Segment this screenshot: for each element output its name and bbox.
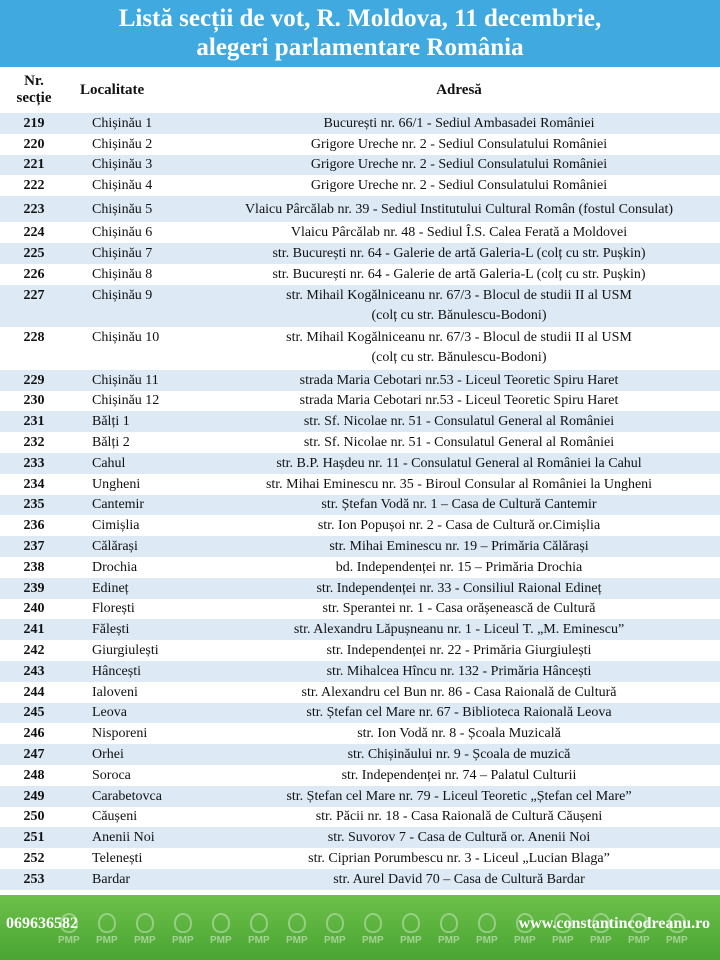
station-address: București nr. 66/1 - Sediul Ambasadei României	[198, 113, 720, 134]
station-number: 239	[0, 578, 68, 599]
station-address: Vlaicu Pârcălab nr. 39 - Sediul Institutului Cultural Român (fostul Consulat)	[198, 196, 720, 222]
table-row	[0, 222, 720, 243]
table-row	[0, 599, 720, 620]
station-locality: Chișinău 1	[68, 113, 198, 134]
station-address-line2: (colț cu str. Bănulescu-Bodoni)	[371, 307, 547, 323]
station-address: str. Alexandru cel Bun nr. 86 - Casa Raională de Cultură	[198, 682, 720, 703]
pmp-logo-text: PMP	[514, 935, 536, 946]
table-header-row	[0, 67, 720, 113]
station-address-line1: str. Mihail Kogălniceanu nr. 67/3 - Blocul de studii II al USM	[286, 330, 632, 346]
pmp-logo-text: PMP	[438, 935, 460, 946]
station-number: 225	[0, 243, 68, 264]
table-row	[0, 453, 720, 474]
station-number: 228	[0, 327, 68, 370]
station-locality: Bălți 1	[68, 411, 198, 432]
pmp-logo-text: PMP	[134, 935, 156, 946]
pmp-apple-icon	[174, 913, 192, 933]
pmp-apple-icon	[212, 913, 230, 933]
table-row	[0, 495, 720, 516]
pmp-apple-icon	[326, 913, 344, 933]
pmp-logo-text: PMP	[476, 935, 498, 946]
station-locality: Chișinău 11	[68, 370, 198, 391]
station-locality: Fălești	[68, 619, 198, 640]
table-row	[0, 175, 720, 196]
station-number: 227	[0, 285, 68, 328]
station-address: bd. Independenței nr. 15 – Primăria Drochia	[198, 557, 720, 578]
station-locality: Bălți 2	[68, 432, 198, 453]
station-number: 242	[0, 640, 68, 661]
station-address: str. Independenței nr. 74 – Palatul Culturii	[198, 765, 720, 786]
footer-phone: 069636582	[6, 915, 78, 932]
station-locality: Telenești	[68, 848, 198, 869]
station-address: str. Ion Vodă nr. 8 - Școala Muzicală	[198, 723, 720, 744]
pmp-logo-text: PMP	[324, 935, 346, 946]
pmp-apple-icon	[250, 913, 268, 933]
table-row	[0, 869, 720, 890]
station-locality: Hâncești	[68, 661, 198, 682]
table-row	[0, 113, 720, 134]
station-locality: Chișinău 6	[68, 222, 198, 243]
station-address: str. Sf. Nicolae nr. 51 - Consulatul General al României	[198, 432, 720, 453]
station-number: 244	[0, 682, 68, 703]
table-row	[0, 640, 720, 661]
table-row	[0, 661, 720, 682]
station-address: Grigore Ureche nr. 2 - Sediul Consulatului României	[198, 155, 720, 176]
station-number: 230	[0, 391, 68, 412]
column-header-nr-line2: secție	[16, 90, 52, 106]
station-number: 231	[0, 411, 68, 432]
station-address: str. Mihalcea Hîncu nr. 132 - Primăria Hâncești	[198, 661, 720, 682]
pmp-apple-icon	[478, 913, 496, 933]
table-row	[0, 432, 720, 453]
station-locality: Chișinău 3	[68, 155, 198, 176]
station-number: 252	[0, 848, 68, 869]
table-row	[0, 848, 720, 869]
station-locality: Chișinău 8	[68, 264, 198, 285]
pmp-logo-text: PMP	[172, 935, 194, 946]
pmp-logo-text: PMP	[400, 935, 422, 946]
station-number: 224	[0, 222, 68, 243]
station-address: str. Ștefan cel Mare nr. 79 - Liceul Teoretic „Ștefan cel Mare”	[198, 786, 720, 807]
station-number: 233	[0, 453, 68, 474]
pmp-apple-icon	[440, 913, 458, 933]
station-number: 238	[0, 557, 68, 578]
station-locality: Chișinău 4	[68, 175, 198, 196]
station-locality: Giurgiulești	[68, 640, 198, 661]
station-address: str. B.P. Hașdeu nr. 11 - Consulatul General al României la Cahul	[198, 453, 720, 474]
table-row	[0, 578, 720, 599]
station-address: str. Chișinăului nr. 9 - Școala de muzică	[198, 744, 720, 765]
table-row	[0, 391, 720, 412]
station-address: strada Maria Cebotari nr.53 - Liceul Teoretic Spiru Haret	[198, 391, 720, 412]
station-locality: Anenii Noi	[68, 827, 198, 848]
station-number: 234	[0, 474, 68, 495]
pmp-apple-icon	[136, 913, 154, 933]
station-number: 219	[0, 113, 68, 134]
table-row	[0, 411, 720, 432]
station-number: 221	[0, 155, 68, 176]
pmp-apple-icon	[364, 913, 382, 933]
table-row	[0, 515, 720, 536]
table-row	[0, 765, 720, 786]
footer-bar	[0, 895, 720, 960]
column-header-localitate: Localitate	[68, 67, 198, 113]
table-row	[0, 827, 720, 848]
station-address: str. București nr. 64 - Galerie de artă Galeria-L (colț cu str. Pușkin)	[198, 243, 720, 264]
station-number: 251	[0, 827, 68, 848]
station-locality: Soroca	[68, 765, 198, 786]
footer-website-link[interactable]: www.constantincodreanu.ro	[518, 915, 710, 932]
station-number: 226	[0, 264, 68, 285]
pmp-logo-text: PMP	[96, 935, 118, 946]
station-locality: Leova	[68, 703, 198, 724]
station-locality: Orhei	[68, 744, 198, 765]
station-address: str. București nr. 64 - Galerie de artă Galeria-L (colț cu str. Pușkin)	[198, 264, 720, 285]
pmp-logo-text: PMP	[590, 935, 612, 946]
station-address: str. Independenței nr. 33 - Consiliul Raional Edineț	[198, 578, 720, 599]
station-address: str. Ion Popușoi nr. 2 - Casa de Cultură or.Cimișlia	[198, 515, 720, 536]
station-locality: Nisporeni	[68, 723, 198, 744]
table-row	[0, 682, 720, 703]
page-title	[0, 0, 720, 67]
table-row	[0, 744, 720, 765]
station-address: str. Independenței nr. 22 - Primăria Giurgiulești	[198, 640, 720, 661]
station-number: 246	[0, 723, 68, 744]
column-header-adresa: Adresă	[198, 67, 720, 113]
station-locality: Chișinău 2	[68, 134, 198, 155]
station-number: 248	[0, 765, 68, 786]
station-locality: Carabetovca	[68, 786, 198, 807]
station-number: 229	[0, 370, 68, 391]
station-address: str. Aurel David 70 – Casa de Cultură Bardar	[198, 869, 720, 890]
table-row	[0, 264, 720, 285]
pmp-apple-icon	[402, 913, 420, 933]
pmp-logo-text: PMP	[552, 935, 574, 946]
station-locality: Ialoveni	[68, 682, 198, 703]
station-address-line2: (colț cu str. Bănulescu-Bodoni)	[371, 350, 547, 366]
table-row	[0, 807, 720, 828]
table-row	[0, 327, 720, 370]
station-number: 250	[0, 807, 68, 828]
table-row	[0, 786, 720, 807]
station-address	[198, 285, 720, 328]
station-number: 232	[0, 432, 68, 453]
station-number: 249	[0, 786, 68, 807]
title-line-1: Listă secții de vot, R. Moldova, 11 decembrie,	[118, 5, 602, 32]
station-number: 223	[0, 196, 68, 222]
table-row	[0, 155, 720, 176]
station-locality: Cahul	[68, 453, 198, 474]
station-number: 253	[0, 869, 68, 890]
pmp-logo-text: PMP	[210, 935, 232, 946]
station-address: str. Suvorov 7 - Casa de Cultură or. Anenii Noi	[198, 827, 720, 848]
station-address: str. Sf. Nicolae nr. 51 - Consulatul General al României	[198, 411, 720, 432]
pmp-logo-text: PMP	[286, 935, 308, 946]
station-locality: Drochia	[68, 557, 198, 578]
column-header-nr-line1: Nr.	[24, 73, 44, 89]
station-address-line1: str. Mihail Kogălniceanu nr. 67/3 - Blocul de studii II al USM	[286, 287, 632, 303]
station-locality: Florești	[68, 599, 198, 620]
title-line-2: alegeri parlamentare România	[196, 34, 524, 61]
table-row	[0, 619, 720, 640]
table-row	[0, 196, 720, 222]
pmp-apple-icon	[288, 913, 306, 933]
station-number: 235	[0, 495, 68, 516]
station-number: 220	[0, 134, 68, 155]
pmp-logo-text: PMP	[248, 935, 270, 946]
station-number: 243	[0, 661, 68, 682]
table-row	[0, 134, 720, 155]
station-locality: Chișinău 10	[68, 327, 198, 370]
pmp-logo-text: PMP	[628, 935, 650, 946]
station-address: str. Mihai Eminescu nr. 19 – Primăria Călărași	[198, 536, 720, 557]
column-header-nr	[0, 67, 68, 113]
station-address: str. Păcii nr. 18 - Casa Raională de Cultură Căușeni	[198, 807, 720, 828]
station-address	[198, 327, 720, 370]
pmp-logo-text: PMP	[58, 935, 80, 946]
station-locality: Chișinău 9	[68, 285, 198, 328]
table-row	[0, 703, 720, 724]
station-address: Vlaicu Pârcălab nr. 48 - Sediul Î.S. Calea Ferată a Moldovei	[198, 222, 720, 243]
polling-stations-table	[0, 67, 720, 890]
station-address: str. Mihai Eminescu nr. 35 - Biroul Consular al României la Ungheni	[198, 474, 720, 495]
station-address: str. Ștefan cel Mare nr. 67 - Biblioteca Raională Leova	[198, 703, 720, 724]
station-address: Grigore Ureche nr. 2 - Sediul Consulatului României	[198, 175, 720, 196]
station-locality: Chișinău 7	[68, 243, 198, 264]
station-locality: Călărași	[68, 536, 198, 557]
station-number: 241	[0, 619, 68, 640]
station-locality: Cantemir	[68, 495, 198, 516]
station-address: str. Sperantei nr. 1 - Casa orășenească de Cultură	[198, 599, 720, 620]
table-row	[0, 243, 720, 264]
table-row	[0, 474, 720, 495]
station-locality: Cimișlia	[68, 515, 198, 536]
station-locality: Edineț	[68, 578, 198, 599]
station-number: 222	[0, 175, 68, 196]
station-number: 240	[0, 599, 68, 620]
station-address: Grigore Ureche nr. 2 - Sediul Consulatului României	[198, 134, 720, 155]
table-row	[0, 557, 720, 578]
station-number: 236	[0, 515, 68, 536]
pmp-logo-text: PMP	[666, 935, 688, 946]
table-row	[0, 285, 720, 328]
pmp-apple-icon	[98, 913, 116, 933]
table-row	[0, 536, 720, 557]
station-locality: Căușeni	[68, 807, 198, 828]
station-number: 247	[0, 744, 68, 765]
station-locality: Chișinău 5	[68, 196, 198, 222]
station-address: strada Maria Cebotari nr.53 - Liceul Teoretic Spiru Haret	[198, 370, 720, 391]
table-row	[0, 370, 720, 391]
station-locality: Chișinău 12	[68, 391, 198, 412]
station-locality: Ungheni	[68, 474, 198, 495]
station-locality: Bardar	[68, 869, 198, 890]
station-address: str. Ciprian Porumbescu nr. 3 - Liceul „Lucian Blaga”	[198, 848, 720, 869]
pmp-logo-text: PMP	[362, 935, 384, 946]
station-number: 237	[0, 536, 68, 557]
station-address: str. Alexandru Lăpușneanu nr. 1 - Liceul T. „M. Eminescu”	[198, 619, 720, 640]
station-number: 245	[0, 703, 68, 724]
table-row	[0, 723, 720, 744]
station-address: str. Ștefan Vodă nr. 1 – Casa de Cultură Cantemir	[198, 495, 720, 516]
